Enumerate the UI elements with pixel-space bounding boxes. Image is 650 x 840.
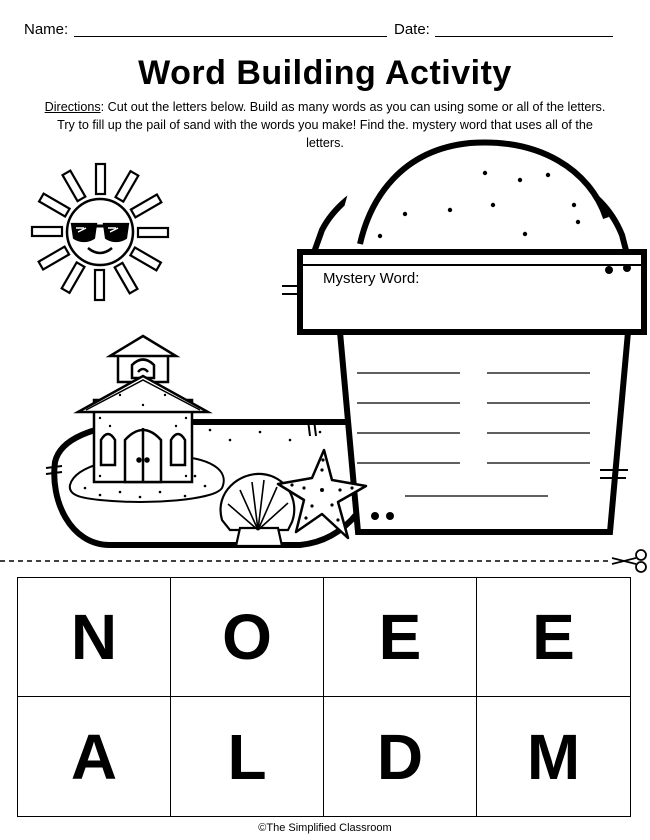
letter-tile[interactable]: E [477,578,630,697]
letter-tile[interactable]: M [526,720,581,793]
page-title: Word Building Activity [138,54,512,92]
scissors-icon [612,550,646,572]
letter-tile[interactable]: L [171,697,324,816]
directions-body: : Cut out the letters below. Build as many words as you can using some or all of the letters. Try to fill up the pail of sand with the words you make! Find the. mystery word that uses all of the letters. [57,100,606,150]
date-label: Date: [394,21,430,38]
letter-tile[interactable]: D [324,697,477,816]
letter-tile[interactable]: O [171,578,324,697]
mystery-word-label: Mystery Word: [323,270,420,287]
letter-tile[interactable]: N [18,578,171,697]
sun-with-sunglasses-icon [32,164,168,300]
letter-tile[interactable]: E [324,578,477,697]
beach-house-icon [78,336,208,482]
name-label: Name: [24,21,69,38]
letter-tiles-grid [17,577,631,817]
copyright-footer: ©The Simplified Classroom [258,822,392,834]
letter-tile[interactable]: A [18,697,171,816]
directions-label: Directions [44,100,101,114]
